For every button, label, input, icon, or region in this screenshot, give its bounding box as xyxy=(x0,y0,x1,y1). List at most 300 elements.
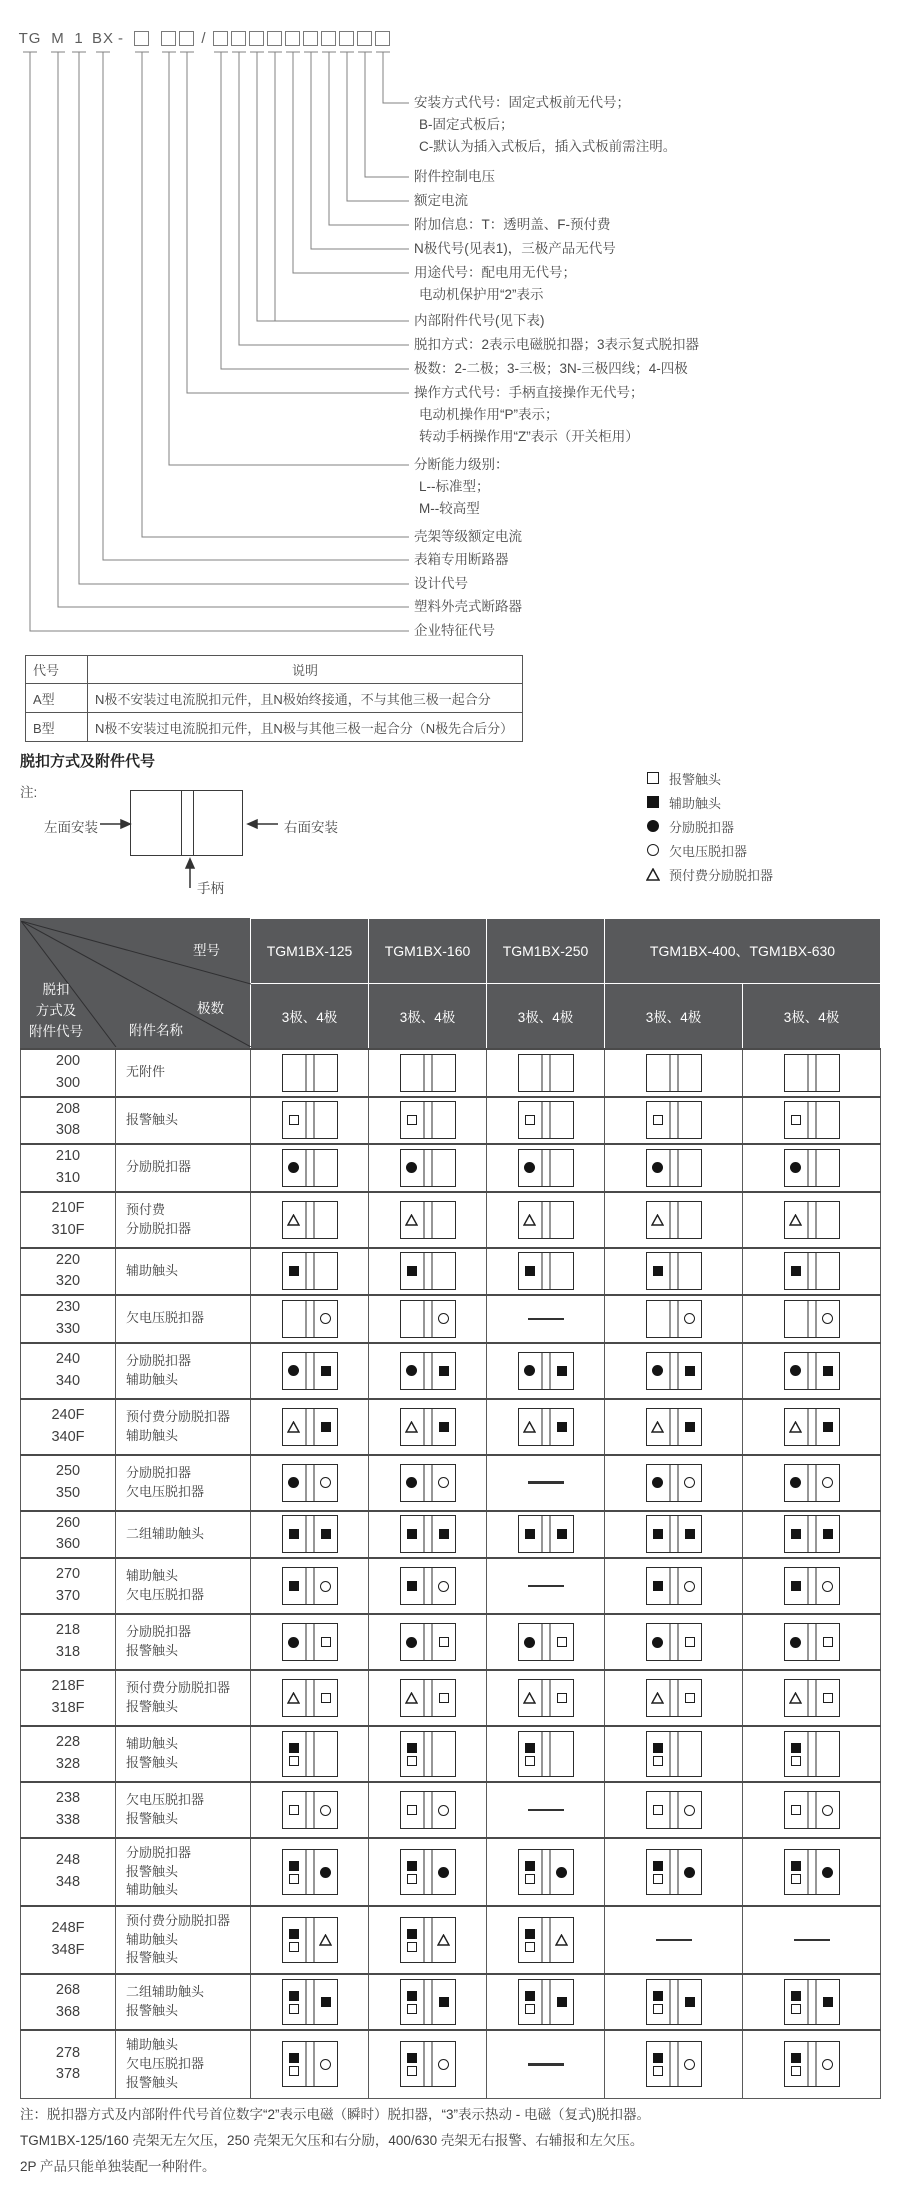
legend-item xyxy=(645,766,773,790)
breaker-diagram xyxy=(518,1201,574,1239)
auxiliary-contact-symbol xyxy=(289,1861,299,1871)
handle-strip xyxy=(305,1792,314,1828)
symbol-cell xyxy=(743,1906,881,1974)
symbol-cell xyxy=(251,1558,369,1614)
handle-strip xyxy=(807,1202,816,1238)
breaker-diagram xyxy=(400,1300,456,1338)
undervoltage-release-symbol xyxy=(684,1477,695,1488)
breaker-diagram xyxy=(784,1731,840,1777)
handle-strip xyxy=(669,1732,678,1776)
auxiliary-contact-symbol xyxy=(289,1991,299,2001)
symbol-cell xyxy=(487,1726,605,1782)
accessory-code-table xyxy=(20,918,881,2099)
alarm-contact-symbol xyxy=(439,1637,449,1647)
accessory-table-row xyxy=(21,1511,881,1559)
breaker-diagram xyxy=(400,1917,456,1963)
accessory-code-cell: 250 350 xyxy=(21,1455,116,1511)
auxiliary-contact-symbol xyxy=(557,1366,567,1376)
symbol-cell xyxy=(369,1782,487,1838)
handle-strip xyxy=(305,1055,314,1091)
symbol-cell xyxy=(251,2030,369,2098)
symbol-cell xyxy=(743,1295,881,1343)
breaker-diagram xyxy=(784,1849,840,1895)
symbol-cell xyxy=(369,1399,487,1455)
symbol-cell xyxy=(487,1399,605,1455)
symbol-cell xyxy=(743,1838,881,1906)
breaker-diagram xyxy=(518,1679,574,1717)
symbol-cell xyxy=(605,1906,743,1974)
callout-line: B-固定式板后； xyxy=(419,117,514,132)
code-segment-label: BX xyxy=(91,30,114,47)
alarm-contact-symbol xyxy=(289,2066,299,2076)
footnote: 2P 产品只能单独装配一种附件。 xyxy=(20,2159,216,2174)
alarm-contact-symbol xyxy=(289,1756,299,1766)
handle-strip xyxy=(807,1353,816,1389)
alarm-contact-icon xyxy=(645,772,660,784)
symbol-cell xyxy=(487,1782,605,1838)
handle-strip xyxy=(541,1732,550,1776)
accessory-table-row xyxy=(21,1974,881,2030)
symbol-cell xyxy=(605,1455,743,1511)
accessory-table-row xyxy=(21,1906,881,1974)
symbol-cell xyxy=(251,1838,369,1906)
auxiliary-contact-symbol xyxy=(653,1743,663,1753)
breaker-diagram xyxy=(400,1979,456,2025)
auxiliary-contact-symbol xyxy=(525,1929,535,1939)
auxiliary-contact-symbol xyxy=(525,1743,535,1753)
alarm-contact-symbol xyxy=(289,1805,299,1815)
alarm-contact-symbol xyxy=(791,2066,801,2076)
auxiliary-contact-symbol xyxy=(823,1529,833,1539)
breaker-diagram xyxy=(282,1252,338,1290)
not-available-dash xyxy=(794,1939,830,1942)
symbol-cell xyxy=(605,1049,743,1097)
handle-strip xyxy=(305,1568,314,1604)
shunt-release-symbol xyxy=(524,1365,535,1376)
code-callout xyxy=(414,166,894,188)
not-available-dash xyxy=(656,1939,692,1942)
code-callout xyxy=(414,526,894,548)
callout-line: 安装方式代号：固定式板前无代号； xyxy=(414,95,630,110)
auxiliary-contact-symbol xyxy=(525,1991,535,2001)
handle-strip xyxy=(669,1150,678,1186)
accessory-code-cell: 230 330 xyxy=(21,1295,116,1343)
handle-strip xyxy=(423,1516,432,1552)
handle-strip xyxy=(423,1980,432,2024)
prepaid-shunt-release-symbol xyxy=(523,1692,536,1704)
trip-code-header-label: 脱扣 方式及 附件代号 xyxy=(29,981,83,1039)
breaker-diagram xyxy=(784,1464,840,1502)
prepaid-shunt-release-symbol xyxy=(651,1214,664,1226)
code-placeholder-box xyxy=(267,31,282,46)
handle-strip xyxy=(305,1680,314,1716)
breaker-diagram xyxy=(400,1849,456,1895)
alarm-contact-symbol xyxy=(407,1942,417,1952)
handle-strip xyxy=(305,1301,314,1337)
accessory-name-cell: 分励脱扣器 报警触头 辅助触头 xyxy=(116,1838,251,1906)
symbol-cell xyxy=(605,1511,743,1559)
callout-line: 设计代号 xyxy=(414,576,468,591)
code-segment-label: 1 xyxy=(74,30,84,47)
shunt-release-symbol xyxy=(790,1477,801,1488)
shunt-release-symbol xyxy=(652,1162,663,1173)
alarm-contact-symbol xyxy=(653,2066,663,2076)
symbol-cell xyxy=(251,1614,369,1670)
code-callout xyxy=(414,310,894,332)
model-column-header: TGM1BX-160 xyxy=(369,919,487,984)
breaker-diagram xyxy=(282,1408,338,1446)
auxiliary-contact-symbol xyxy=(791,1581,801,1591)
auxiliary-contact-symbol xyxy=(685,1529,695,1539)
alarm-contact-symbol xyxy=(407,1805,417,1815)
accessory-name-cell: 分励脱扣器 辅助触头 xyxy=(116,1343,251,1399)
breaker-diagram xyxy=(400,1791,456,1829)
accessory-table-row xyxy=(21,1455,881,1511)
breaker-diagram xyxy=(400,1101,456,1139)
alarm-contact-symbol xyxy=(653,1874,663,1884)
symbol-cell xyxy=(605,1192,743,1248)
symbol-cell xyxy=(743,1049,881,1097)
symbol-cell xyxy=(743,1511,881,1559)
accessory-name-cell: 欠电压脱扣器 xyxy=(116,1295,251,1343)
symbol-cell xyxy=(605,1670,743,1726)
code-callout xyxy=(414,214,894,236)
legend-item xyxy=(645,814,773,838)
type-desc-cell: N极不安装过电流脱扣元件，且N极始终接通，不与其他三极一起合分 xyxy=(88,684,523,713)
handle-strip xyxy=(669,1980,678,2024)
breaker-diagram xyxy=(784,1252,840,1290)
handle-strip xyxy=(305,2042,314,2086)
code-placeholder-box xyxy=(231,31,246,46)
auxiliary-contact-symbol xyxy=(407,2053,417,2063)
undervoltage-release-symbol xyxy=(822,1581,833,1592)
left-arrowhead-icon xyxy=(248,820,257,828)
alarm-contact-symbol xyxy=(791,1115,801,1125)
accessory-name-cell: 二组辅助触头 xyxy=(116,1511,251,1559)
legend-label: 预付费分励脱扣器 xyxy=(669,867,774,883)
callout-line: 额定电流 xyxy=(414,193,468,208)
handle-strip xyxy=(669,1680,678,1716)
accessory-name-cell: 预付费分励脱扣器 报警触头 xyxy=(116,1670,251,1726)
breaker-diagram xyxy=(282,1352,338,1390)
undervoltage-release-symbol xyxy=(822,2059,833,2070)
breaker-diagram xyxy=(518,1849,574,1895)
code-callout xyxy=(414,596,894,618)
symbol-cell xyxy=(369,1726,487,1782)
auxiliary-contact-symbol xyxy=(439,1529,449,1539)
symbol-cell xyxy=(487,1906,605,1974)
breaker-diagram xyxy=(518,1731,574,1777)
code-placeholder-box xyxy=(134,31,149,46)
undervoltage-release-symbol xyxy=(438,2059,449,2070)
accessory-table-row xyxy=(21,1295,881,1343)
symbol-cell xyxy=(251,1670,369,1726)
symbol-cell xyxy=(369,1558,487,1614)
accessory-name-cell: 辅助触头 欠电压脱扣器 报警触头 xyxy=(116,2030,251,2098)
handle-strip xyxy=(669,1253,678,1289)
model-column-header: TGM1BX-250 xyxy=(487,919,605,984)
prepaid-shunt-release-symbol xyxy=(651,1421,664,1433)
handle-strip xyxy=(807,1680,816,1716)
breaker-diagram xyxy=(646,1979,702,2025)
symbol-cell xyxy=(487,1144,605,1192)
breaker-diagram xyxy=(282,1567,338,1605)
alarm-contact-symbol xyxy=(289,2004,299,2014)
symbol-cell xyxy=(743,1782,881,1838)
symbol-cell xyxy=(605,1974,743,2030)
undervoltage-release-symbol xyxy=(438,1477,449,1488)
accessory-code-cell: 218 318 xyxy=(21,1614,116,1670)
shunt-release-symbol xyxy=(556,1867,567,1878)
handle-strip xyxy=(807,1850,816,1894)
handle-strip xyxy=(423,1732,432,1776)
model-header-label: 型号 xyxy=(193,942,220,958)
auxiliary-contact-symbol xyxy=(823,1422,833,1432)
legend-label: 欠电压脱扣器 xyxy=(669,843,748,859)
alarm-contact-symbol xyxy=(289,1874,299,1884)
handle-strip xyxy=(423,1792,432,1828)
accessory-name-cell: 预付费分励脱扣器 辅助触头 报警触头 xyxy=(116,1906,251,1974)
symbol-cell xyxy=(743,1974,881,2030)
undervoltage-release-symbol xyxy=(320,1581,331,1592)
model-code-diagram xyxy=(0,0,900,648)
prepaid-shunt-release-symbol xyxy=(789,1692,802,1704)
breaker-diagram xyxy=(282,1054,338,1092)
auxiliary-contact-symbol xyxy=(407,1861,417,1871)
shunt-release-symbol xyxy=(822,1867,833,1878)
undervoltage-release-icon xyxy=(645,844,660,856)
auxiliary-contact-symbol xyxy=(823,1997,833,2007)
breaker-diagram xyxy=(646,1149,702,1187)
legend-item xyxy=(645,838,773,862)
symbol-cell xyxy=(743,1097,881,1145)
breaker-diagram xyxy=(646,1201,702,1239)
poles-cell: 3极、4极 xyxy=(743,984,881,1050)
handle-strip xyxy=(807,1516,816,1552)
symbol-cell xyxy=(487,1097,605,1145)
callout-line: 转动手柄操作用“Z”表示（开关柜用） xyxy=(419,429,639,444)
symbol-cell xyxy=(487,1343,605,1399)
accessory-code-cell: 218F 318F xyxy=(21,1670,116,1726)
handle-strip xyxy=(541,1850,550,1894)
poles-cell: 3极、4极 xyxy=(251,984,369,1050)
symbol-cell xyxy=(369,1295,487,1343)
alarm-contact-symbol xyxy=(321,1693,331,1703)
breaker-diagram xyxy=(400,1149,456,1187)
poles-cell: 3极、4极 xyxy=(487,984,605,1050)
handle-strip xyxy=(305,1516,314,1552)
breaker-diagram xyxy=(518,1979,574,2025)
accessory-code-cell: 228 328 xyxy=(21,1726,116,1782)
accessory-table-row xyxy=(21,1097,881,1145)
breaker-diagram xyxy=(282,1515,338,1553)
symbol-cell xyxy=(605,1782,743,1838)
code-callout xyxy=(414,334,894,356)
symbol-cell xyxy=(369,1906,487,1974)
auxiliary-contact-icon xyxy=(645,796,660,808)
handle-strip xyxy=(541,1409,550,1445)
shunt-release-symbol xyxy=(524,1637,535,1648)
symbol-cell xyxy=(743,1248,881,1296)
symbol-cell xyxy=(743,1343,881,1399)
breaker-diagram xyxy=(400,1679,456,1717)
accessory-table-row xyxy=(21,1399,881,1455)
right-arrowhead-icon xyxy=(121,820,130,828)
shunt-release-symbol xyxy=(652,1477,663,1488)
accessory-table-row xyxy=(21,1838,881,1906)
handle-strip xyxy=(305,1150,314,1186)
breaker-diagram xyxy=(646,1408,702,1446)
auxiliary-contact-symbol xyxy=(321,1422,331,1432)
symbol-cell xyxy=(369,1614,487,1670)
breaker-diagram xyxy=(784,1054,840,1092)
auxiliary-contact-symbol xyxy=(653,1529,663,1539)
table-body xyxy=(21,1049,881,2098)
symbol-cell xyxy=(369,1097,487,1145)
accessory-name-cell: 欠电压脱扣器 报警触头 xyxy=(116,1782,251,1838)
accessory-name-header-label: 附件名称 xyxy=(129,1022,183,1038)
table-row xyxy=(26,684,523,713)
alarm-contact-symbol xyxy=(525,1874,535,1884)
handle-strip xyxy=(423,1102,432,1138)
auxiliary-contact-symbol xyxy=(653,1861,663,1871)
callout-line: 内部附件代号(见下表) xyxy=(414,313,545,328)
code-callout xyxy=(414,262,894,306)
symbol-cell xyxy=(605,1399,743,1455)
auxiliary-contact-symbol xyxy=(653,1266,663,1276)
up-arrowhead-icon xyxy=(186,859,194,868)
alarm-contact-symbol xyxy=(321,1637,331,1647)
prepaid-shunt-release-symbol xyxy=(789,1214,802,1226)
code-placeholder-box xyxy=(375,31,390,46)
accessory-name-cell: 预付费分励脱扣器 辅助触头 xyxy=(116,1399,251,1455)
auxiliary-contact-symbol xyxy=(557,1529,567,1539)
table-header-row xyxy=(26,656,523,684)
accessory-code-cell: 240 340 xyxy=(21,1343,116,1399)
prepaid-shunt-release-symbol xyxy=(287,1692,300,1704)
auxiliary-contact-symbol xyxy=(823,1366,833,1376)
breaker-diagram xyxy=(646,1731,702,1777)
accessory-code-cell: 270 370 xyxy=(21,1558,116,1614)
prepaid-shunt-release-symbol xyxy=(523,1421,536,1433)
symbol-cell xyxy=(369,1670,487,1726)
breaker-diagram xyxy=(646,1352,702,1390)
symbol-cell xyxy=(743,1558,881,1614)
breaker-diagram xyxy=(400,2041,456,2087)
breaker-diagram xyxy=(784,1300,840,1338)
accessory-code-cell: 208 308 xyxy=(21,1097,116,1145)
accessory-table-row xyxy=(21,1726,881,1782)
callout-line: 壳架等级额定电流 xyxy=(414,529,522,544)
code-placeholder-box xyxy=(339,31,354,46)
undervoltage-release-symbol xyxy=(320,1805,331,1816)
code-placeholder-box xyxy=(213,31,228,46)
handle-strip xyxy=(807,1980,816,2024)
callout-line: N极代号(见表1)，三极产品无代号 xyxy=(414,241,616,256)
symbol-cell xyxy=(487,1838,605,1906)
symbol-cell xyxy=(605,1295,743,1343)
breaker-diagram xyxy=(282,1791,338,1829)
right-install-label: 右面安装 xyxy=(284,820,338,835)
handle-strip xyxy=(669,1301,678,1337)
breaker-diagram xyxy=(518,1149,574,1187)
alarm-contact-symbol xyxy=(823,1693,833,1703)
breaker-diagram xyxy=(784,1623,840,1661)
prepaid-shunt-release-symbol xyxy=(405,1421,418,1433)
accessory-table-row xyxy=(21,1614,881,1670)
poles-cell: 3极、4极 xyxy=(369,984,487,1050)
breaker-diagram xyxy=(784,1408,840,1446)
shunt-release-symbol xyxy=(790,1162,801,1173)
handle-strip xyxy=(305,1465,314,1501)
symbol-cell xyxy=(743,1455,881,1511)
handle-strip xyxy=(807,2042,816,2086)
symbol-cell xyxy=(605,1726,743,1782)
breaker-diagram xyxy=(646,1464,702,1502)
shunt-release-symbol xyxy=(288,1365,299,1376)
breaker-diagram xyxy=(400,1054,456,1092)
code-placeholder-box xyxy=(161,31,176,46)
handle-strip xyxy=(541,1516,550,1552)
auxiliary-contact-symbol xyxy=(525,1861,535,1871)
alarm-contact-symbol xyxy=(653,2004,663,2014)
shunt-release-symbol xyxy=(406,1162,417,1173)
handle-strip xyxy=(423,2042,432,2086)
handle-strip xyxy=(807,1465,816,1501)
alarm-contact-symbol xyxy=(791,2004,801,2014)
accessory-table-row xyxy=(21,1049,881,1097)
breaker-diagram xyxy=(646,1515,702,1553)
type-desc-cell: N极不安装过电流脱扣元件，且N极与其他三极一起合分（N极先合后分） xyxy=(88,713,523,742)
accessory-code-cell: 238 338 xyxy=(21,1782,116,1838)
code-placeholder-box xyxy=(303,31,318,46)
handle-strip xyxy=(305,1253,314,1289)
shunt-release-symbol xyxy=(790,1365,801,1376)
breaker-diagram xyxy=(518,1101,574,1139)
handle-strip xyxy=(669,1792,678,1828)
breaker-diagram xyxy=(646,2041,702,2087)
symbol-cell xyxy=(251,1343,369,1399)
callout-line: C-默认为插入式板后，插入式板前需注明。 xyxy=(419,139,677,154)
breaker-diagram xyxy=(400,1623,456,1661)
symbol-cell xyxy=(487,2030,605,2098)
auxiliary-contact-symbol xyxy=(791,1861,801,1871)
breaker-diagram xyxy=(784,1791,840,1829)
symbol-cell xyxy=(605,1144,743,1192)
shunt-release-symbol xyxy=(406,1365,417,1376)
legend-item xyxy=(645,790,773,814)
accessory-code-cell: 248F 348F xyxy=(21,1906,116,1974)
auxiliary-contact-symbol xyxy=(525,1529,535,1539)
callout-line: M--较高型 xyxy=(419,501,480,516)
breaker-diagram xyxy=(646,1567,702,1605)
symbol-cell xyxy=(605,1097,743,1145)
handle-strip xyxy=(305,1624,314,1660)
accessory-table-row xyxy=(21,1144,881,1192)
handle-strip xyxy=(423,1680,432,1716)
symbol-cell xyxy=(251,1511,369,1559)
auxiliary-contact-symbol xyxy=(557,1422,567,1432)
breaker-diagram xyxy=(282,1101,338,1139)
breaker-diagram xyxy=(518,1917,574,1963)
handle-strip xyxy=(423,1568,432,1604)
symbol-cell xyxy=(487,1295,605,1343)
symbol-cell xyxy=(605,1248,743,1296)
auxiliary-contact-symbol xyxy=(407,1991,417,2001)
breaker-diagram xyxy=(518,1515,574,1553)
handle-strip xyxy=(807,1150,816,1186)
alarm-contact-symbol xyxy=(685,1693,695,1703)
